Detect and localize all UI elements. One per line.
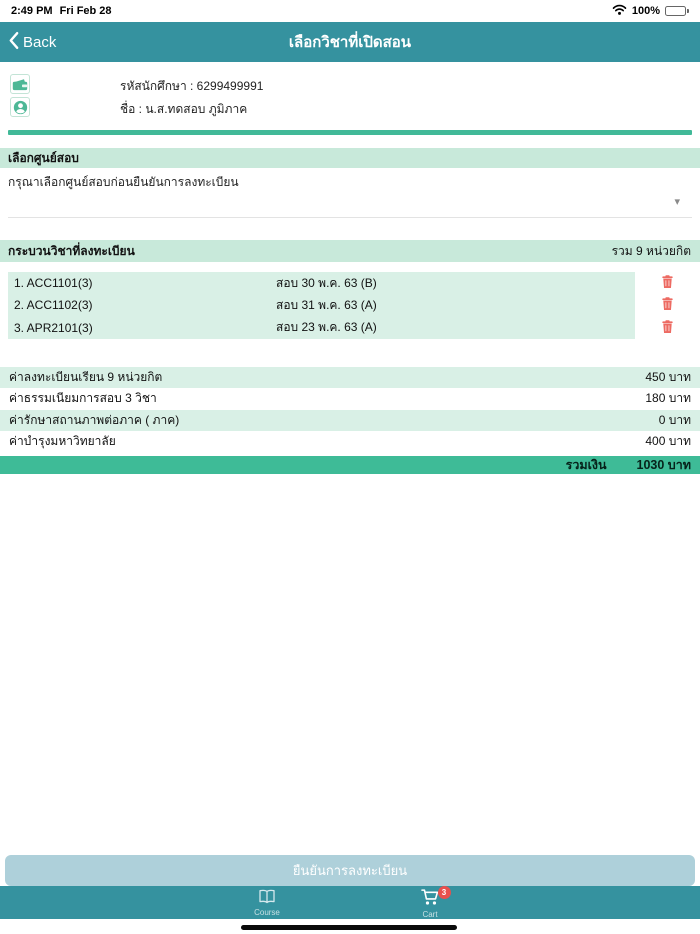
fee-row bbox=[0, 367, 700, 388]
fee-label: ค่าธรรมเนียมการสอบ 3 วิชา bbox=[9, 391, 157, 406]
student-name-row bbox=[10, 97, 690, 120]
fee-list bbox=[0, 367, 700, 452]
trash-icon bbox=[662, 275, 673, 291]
fee-amount: 0 บาท bbox=[658, 412, 691, 427]
fee-row bbox=[0, 431, 700, 452]
course-code: 1. ACC1101(3) bbox=[14, 276, 93, 291]
nav-bar bbox=[0, 22, 700, 62]
exam-center-hint: กรุณาเลือกศูนย์สอบก่อนยืนยันการลงทะเบียน bbox=[8, 175, 239, 189]
wifi-icon bbox=[612, 4, 627, 18]
battery-percent: 100% bbox=[631, 5, 660, 17]
course-row bbox=[0, 272, 700, 294]
page-title: เลือกวิชาที่เปิดสอน bbox=[288, 34, 412, 51]
shopping-cart-icon bbox=[421, 888, 447, 907]
open-book-icon bbox=[258, 889, 276, 907]
delete-course-button[interactable] bbox=[635, 317, 700, 339]
course-exam-date: สอบ 31 พ.ค. 63 (A) bbox=[276, 297, 377, 312]
courses-header bbox=[0, 240, 700, 262]
back-label: Back bbox=[23, 33, 57, 51]
trash-icon bbox=[662, 297, 673, 313]
tab-bar bbox=[0, 886, 700, 919]
course-list bbox=[0, 272, 700, 339]
tab-cart-label: Cart bbox=[422, 910, 438, 919]
student-name-text: ชื่อ : น.ส.ทดสอบ ภูมิภาค bbox=[120, 102, 248, 116]
fee-label: ค่าลงทะเบียนเรียน 9 หน่วยกิต bbox=[9, 370, 163, 385]
total-label: รวมเงิน bbox=[565, 458, 607, 472]
delete-course-button[interactable] bbox=[635, 294, 700, 316]
status-time: 2:49 PM bbox=[11, 5, 53, 17]
confirm-registration-button[interactable]: ยืนยันการลงทะเบียน bbox=[5, 855, 695, 886]
status-time-date bbox=[11, 5, 112, 17]
battery-icon bbox=[665, 6, 689, 16]
tab-course-label: Course bbox=[254, 908, 280, 917]
status-date: Fri Feb 28 bbox=[59, 5, 112, 17]
fee-amount: 450 บาท bbox=[645, 370, 691, 385]
section-divider bbox=[8, 130, 692, 135]
fee-amount: 400 บาท bbox=[645, 434, 691, 449]
course-exam-date: สอบ 23 พ.ค. 63 (A) bbox=[276, 320, 377, 335]
courses-header-title: กระบวนวิชาที่ลงทะเบียน bbox=[8, 244, 135, 258]
student-id-text: รหัสนักศึกษา : 6299499991 bbox=[120, 79, 264, 93]
tab-course[interactable] bbox=[227, 886, 307, 919]
status-indicators bbox=[612, 4, 689, 18]
total-row bbox=[0, 456, 700, 474]
course-row bbox=[0, 294, 700, 316]
delete-course-button[interactable] bbox=[635, 272, 700, 294]
fee-amount: 180 บาท bbox=[645, 391, 691, 406]
home-indicator[interactable] bbox=[241, 925, 457, 930]
course-code: 2. ACC1102(3) bbox=[14, 298, 93, 313]
exam-center-dropdown[interactable] bbox=[8, 192, 692, 218]
fee-label: ค่าบำรุงมหาวิทยาลัย bbox=[9, 434, 116, 449]
total-amount: 1030 บาท bbox=[636, 458, 691, 472]
course-row bbox=[0, 317, 700, 339]
course-exam-date: สอบ 30 พ.ค. 63 (B) bbox=[276, 275, 377, 290]
fee-row bbox=[0, 388, 700, 409]
fee-label: ค่ารักษาสถานภาพต่อภาค ( ภาค) bbox=[9, 412, 180, 427]
fee-row bbox=[0, 410, 700, 431]
tab-cart[interactable] bbox=[390, 886, 470, 919]
cart-badge: 3 bbox=[438, 886, 451, 899]
status-bar bbox=[0, 0, 700, 22]
exam-center-header: เลือกศูนย์สอบ bbox=[0, 148, 700, 168]
caret-down-icon: ▾ bbox=[674, 196, 680, 208]
trash-icon bbox=[662, 320, 673, 336]
courses-total-credits: รวม 9 หน่วยกิต bbox=[611, 244, 691, 258]
person-icon bbox=[10, 97, 30, 117]
student-id-row bbox=[10, 74, 690, 97]
course-code: 3. APR2101(3) bbox=[14, 320, 93, 335]
wallet-icon bbox=[10, 74, 30, 94]
